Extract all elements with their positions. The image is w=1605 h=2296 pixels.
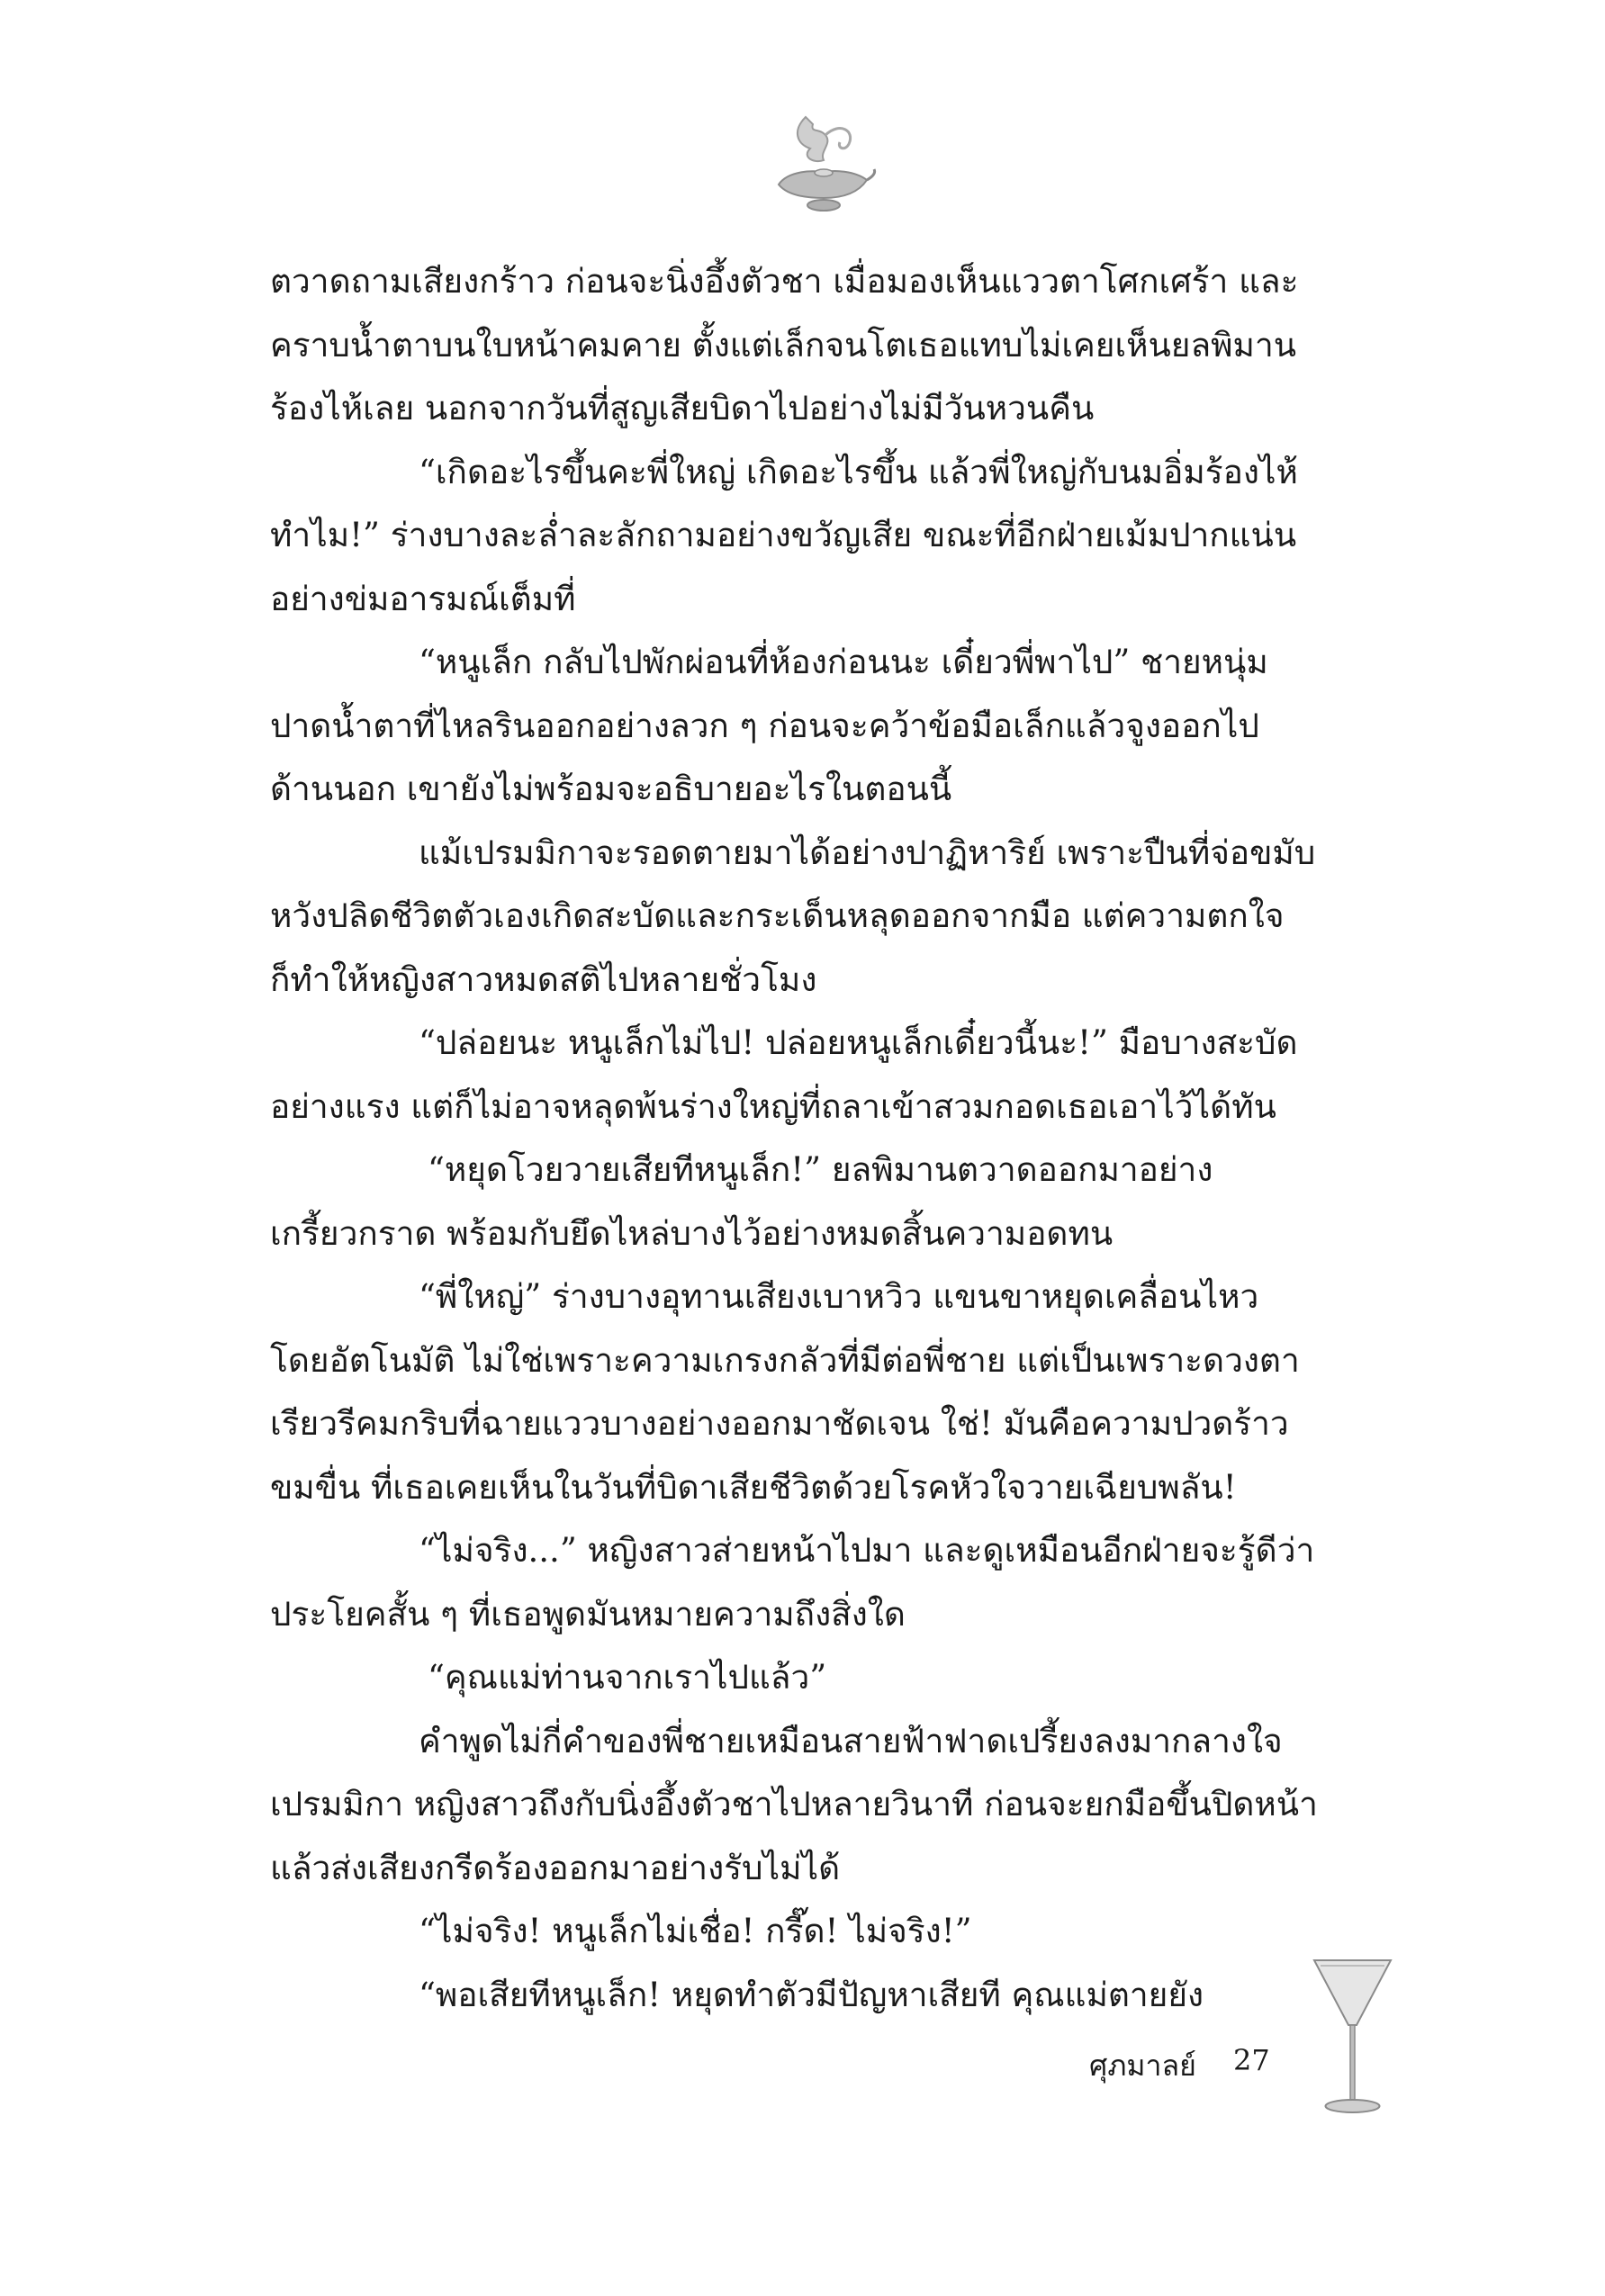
martini-glass-icon <box>1310 1953 1395 2120</box>
text-line: “ไม่จริง! หนูเล็กไม่เชื่อ! กรี๊ด! ไม่จริง!” <box>419 1912 972 1950</box>
text-line: “เกิดอะไรขึ้นคะพี่ใหญ่ เกิดอะไรขึ้น แล้วพี่ใหญ่กับนมอิ่มร้องไห้ <box>419 452 1298 491</box>
text-line: ร้องไห้เลย นอกจากวันที่สูญเสียบิดาไปอย่างไม่มีวันหวนคืน <box>270 389 1095 428</box>
text-line: ตวาดถามเสียงกร้าว ก่อนจะนิ่งอึ้งตัวชา เมื่อมองเห็นแววตาโศกเศร้า และ <box>270 262 1299 301</box>
text-line: “ไม่จริง...” หญิงสาวส่ายหน้าไปมา และดูเหมือนอีกฝ่ายจะรู้ดีว่า <box>419 1531 1315 1570</box>
text-line: ก็ทำให้หญิงสาวหมดสติไปหลายชั่วโมง <box>270 959 817 999</box>
text-line: คราบน้ำตาบนใบหน้าคมคาย ตั้งแต่เล็กจนโตเธอแทบไม่เคยเห็นยลพิมาน <box>270 325 1297 365</box>
text-line: เรียวรีคมกริบที่ฉายแววบางอย่างออกมาชัดเจน ใช่! มันคือความปวดร้าว <box>270 1404 1289 1443</box>
text-line: “พี่ใหญ่” ร่างบางอุทานเสียงเบาหวิว แขนขาหยุดเคลื่อนไหว <box>419 1277 1259 1316</box>
page-number: 27 <box>1233 2043 1270 2077</box>
text-line: ทำไม!” ร่างบางละล่ำละลักถามอย่างขวัญเสีย ขณะที่อีกฝ่ายเม้มปากแน่น <box>270 516 1297 554</box>
text-line: เกรี้ยวกราด พร้อมกับยึดไหล่บางไว้อย่างหมดสิ้นความอดทน <box>270 1213 1114 1253</box>
text-line: “ปล่อยนะ หนูเล็กไม่ไป! ปล่อยหนูเล็กเดี๋ยวนี้นะ!” มือบางสะบัด <box>419 1023 1298 1062</box>
text-line: อย่างแรง แต่ก็ไม่อาจหลุดพ้นร่างใหญ่ที่ถลาเข้าสวมกอดเธอเอาไว้ได้ทัน <box>270 1086 1276 1126</box>
text-line: ปาดน้ำตาที่ไหลรินออกอย่างลวก ๆ ก่อนจะคว้าข้อมือเล็กแล้วจูงออกไป <box>270 706 1259 745</box>
text-line: ประโยคสั้น ๆ ที่เธอพูดมันหมายความถึงสิ่งใด <box>270 1594 906 1634</box>
text-line: แล้วส่งเสียงกรีดร้องออกมาอย่างรับไม่ได้ <box>270 1848 841 1887</box>
text-line: “หนูเล็ก กลับไปพักผ่อนที่ห้องก่อนนะ เดี๋ยวพี่พาไป” ชายหนุ่ม <box>419 643 1268 681</box>
text-line: โดยอัตโนมัติ ไม่ใช่เพราะความเกรงกลัวที่มีต่อพี่ชาย แต่เป็นเพราะดวงตา <box>270 1340 1300 1380</box>
text-line: เปรมมิกา หญิงสาวถึงกับนิ่งอึ้งตัวชาไปหลายวินาที ก่อนจะยกมือขึ้นปิดหน้า <box>270 1785 1318 1823</box>
genie-lamp-icon <box>770 108 878 225</box>
text-line: ด้านนอก เขายังไม่พร้อมจะอธิบายอะไรในตอนนี้ <box>270 770 952 808</box>
text-line: ขมขื่น ที่เธอเคยเห็นในวันที่บิดาเสียชีวิตด้วยโรคหัวใจวายเฉียบพลัน! <box>270 1467 1237 1507</box>
text-line: หวังปลิดชีวิตตัวเองเกิดสะบัดและกระเด็นหลุดออกจากมือ แต่ความตกใจ <box>270 896 1285 935</box>
text-line: “คุณแม่ท่านจากเราไปแล้ว” <box>428 1658 827 1697</box>
text-line: “หยุดโวยวายเสียทีหนูเล็ก!” ยลพิมานตวาดออกมาอย่าง <box>428 1150 1213 1189</box>
text-line: อย่างข่มอารมณ์เต็มที่ <box>270 579 576 618</box>
text-line: แม้เปรมมิกาจะรอดตายมาได้อย่างปาฏิหาริย์ เพราะปืนที่จ่อขมับ <box>419 833 1316 872</box>
footer-author: ศุภมาลย์ <box>1089 2048 1196 2083</box>
text-line: คำพูดไม่กี่คำของพี่ชายเหมือนสายฟ้าฟาดเปรี้ยงลงมากลางใจ <box>419 1721 1283 1760</box>
body-text <box>270 250 1395 2027</box>
text-line: “พอเสียทีหนูเล็ก! หยุดทำตัวมีปัญหาเสียที คุณแม่ตายยัง <box>419 1975 1204 2014</box>
